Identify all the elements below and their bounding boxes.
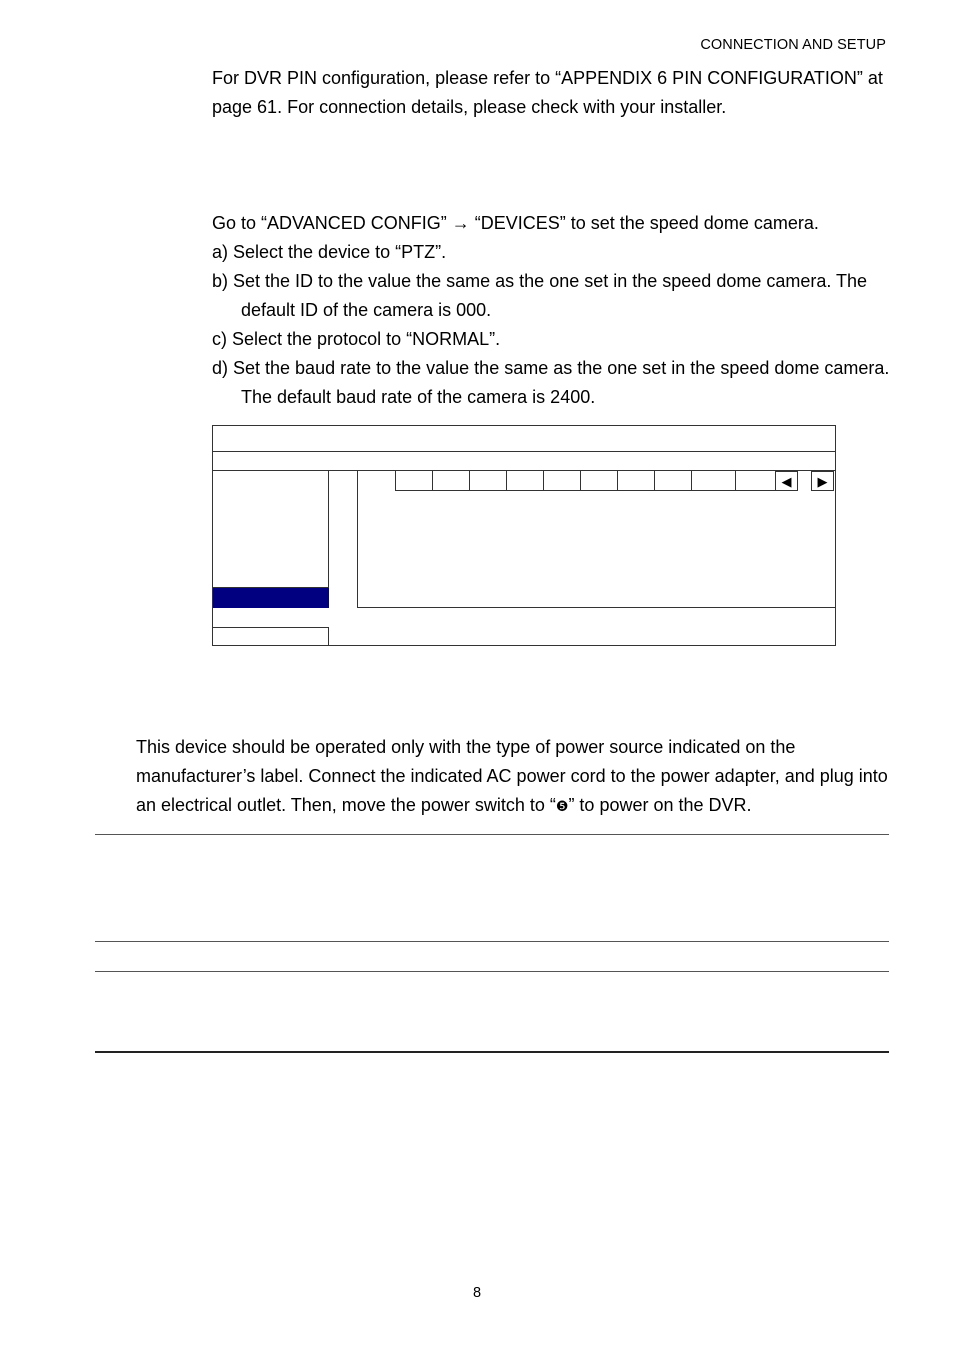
divider-line	[95, 834, 889, 835]
channel-cell	[618, 471, 655, 490]
channel-cell	[581, 471, 618, 490]
channel-cell	[433, 471, 470, 490]
device-settings-panel	[357, 471, 836, 608]
devices-menu-screenshot	[212, 425, 836, 646]
menu-sub-bar	[213, 452, 835, 471]
channel-cell	[470, 471, 507, 490]
prev-page-icon: ◀	[775, 471, 798, 491]
power-paragraph	[136, 733, 896, 822]
menu-item-selected	[213, 588, 329, 608]
pin-config-text: For DVR PIN configuration, please refer to “APPENDIX 6 PIN CONFIGURATION” at page 61. For connection details, please check with your installer.	[212, 68, 883, 117]
channel-cell	[507, 471, 544, 490]
channel-cell	[396, 471, 433, 490]
menu-list	[213, 471, 329, 588]
step-a: a) Select the device to “PTZ”.	[212, 242, 447, 262]
power-text-after: ” to power on the DVR.	[568, 795, 752, 815]
menu-bottom-item	[213, 627, 329, 646]
step-c: c) Select the protocol to “NORMAL”.	[212, 329, 501, 349]
page-number: 8	[472, 1285, 482, 1301]
channel-cell	[544, 471, 581, 490]
channel-cell	[655, 471, 692, 490]
power-text-before: This device should be operated only with the type of power source indicated on the manufacturer’s label. Connect the indicated AC power cord to the power adapter, and plug into an electrical outlet. Then, move the power switch to “	[136, 737, 888, 815]
divider-line	[95, 971, 889, 972]
divider-line	[95, 1051, 889, 1053]
power-switch-symbol-icon: ❺	[555, 799, 569, 815]
setup-intro: Go to “ADVANCED CONFIG” → “DEVICES” to set the speed dome camera.	[212, 213, 819, 233]
step-b: b) Set the ID to the value the same as the one set in the speed dome camera. The default ID of the camera is 000.	[212, 271, 868, 320]
menu-title-bar	[213, 426, 835, 452]
step-d: d) Set the baud rate to the value the same as the one set in the speed dome camera. The default baud rate of the camera is 2400.	[212, 358, 890, 407]
setup-steps	[212, 209, 902, 412]
channel-cell	[692, 471, 736, 490]
channel-cell	[736, 471, 779, 490]
pin-config-paragraph	[212, 64, 902, 122]
channel-cells	[395, 471, 779, 491]
divider-line	[95, 941, 889, 942]
next-page-icon: ▶	[811, 471, 834, 491]
section-header: CONNECTION AND SETUP	[700, 37, 886, 53]
